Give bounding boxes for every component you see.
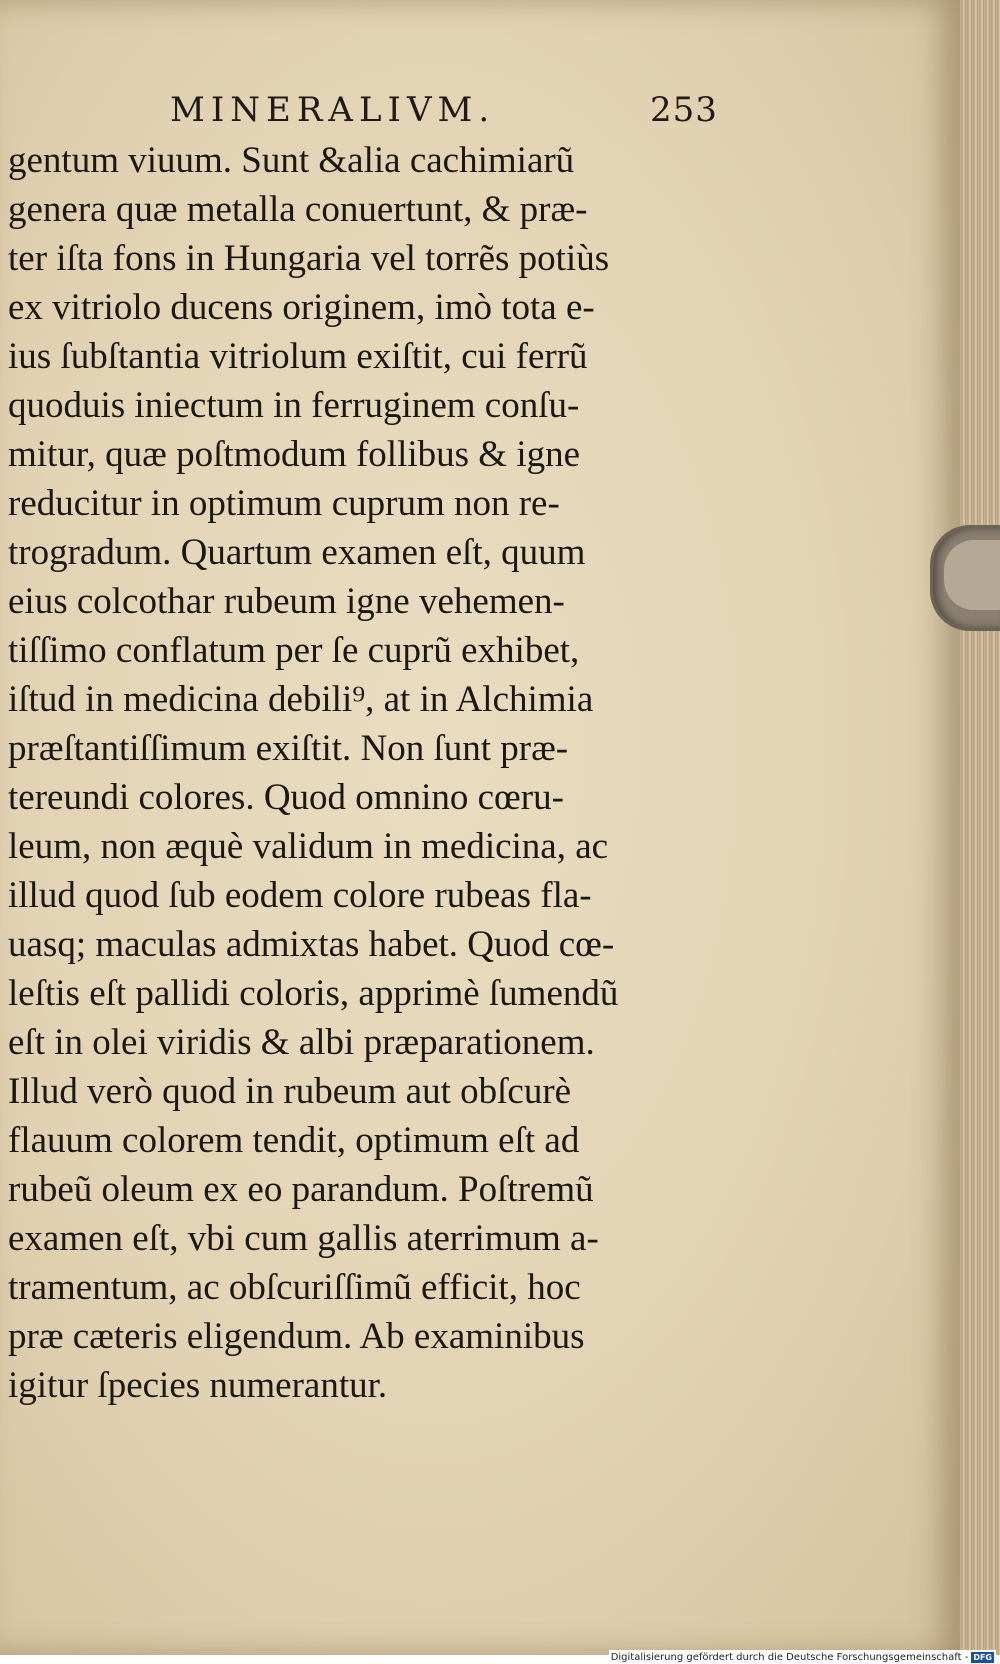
text-line: ex vitriolo ducens originem, imò tota e- xyxy=(8,287,595,328)
text-line: tiſſimo conflatum per ſe cuprũ exhibet, xyxy=(8,630,580,671)
text-line: leſtis eſt pallidi coloris, apprimè ſumendũ xyxy=(8,973,619,1014)
page-edges xyxy=(960,0,1000,1655)
text-line: mitur, quæ poſtmodum follibus & igne xyxy=(8,434,581,475)
text-line: præ cæteris eligendum. Ab examinibus xyxy=(8,1316,585,1357)
text-line: eſt in olei viridis & albi præparationem. xyxy=(8,1022,595,1063)
dfg-logo-icon: DFG xyxy=(973,1652,992,1662)
text-line: tereundi colores. Quod omnino cœru- xyxy=(8,777,564,818)
digitization-credit xyxy=(609,1650,996,1664)
text-line: eius colcothar rubeum igne vehemen- xyxy=(8,581,565,622)
text-line: illud quod ſub eodem colore rubeas fla- xyxy=(8,875,592,916)
page-number: 253 xyxy=(650,90,718,130)
clip-tab-inner xyxy=(944,540,1000,610)
text-line: ius ſubſtantia vitriolum exiſtit, cui ferrũ xyxy=(8,336,588,377)
text-line: examen eſt, vbi cum gallis aterrimum a- xyxy=(8,1218,599,1259)
text-line: Illud verò quod in rubeum aut obſcurè xyxy=(8,1071,572,1112)
text-line: quoduis iniectum in ferruginem conſu- xyxy=(8,385,580,426)
text-line: leum, non æquè validum in medicina, ac xyxy=(8,826,609,867)
credit-text: Digitalisierung gefördert durch die Deutsche Forschungsgemeinschaft - xyxy=(610,1651,969,1663)
text-line: flauum colorem tendit, optimum eſt ad xyxy=(8,1120,580,1161)
text-line: gentum viuum. Sunt &alia cachimiarũ xyxy=(8,140,575,181)
body-text xyxy=(8,136,718,1410)
running-head-title: MINERALIVM. xyxy=(170,90,496,130)
text-line: rubeũ oleum ex eo parandum. Poſtremũ xyxy=(8,1169,594,1210)
text-line: ter iſta fons in Hungaria vel torrẽs potiùs xyxy=(8,238,610,279)
text-line: genera quæ metalla conuertunt, & præ- xyxy=(8,189,588,230)
text-line: uasq; maculas admixtas habet. Quod cœ- xyxy=(8,924,615,965)
text-line: igitur ſpecies numerantur. xyxy=(8,1365,388,1406)
text-line: trogradum. Quartum examen eſt, quum xyxy=(8,532,586,573)
text-line: iſtud in medicina debili⁹, at in Alchimia xyxy=(8,679,594,720)
running-header xyxy=(170,90,730,140)
text-line: tramentum, ac obſcuriſſimũ efficit, hoc xyxy=(8,1267,581,1308)
text-line: præſtantiſſimum exiſtit. Non ſunt præ- xyxy=(8,728,569,769)
text-line: reducitur in optimum cuprum non re- xyxy=(8,483,560,524)
